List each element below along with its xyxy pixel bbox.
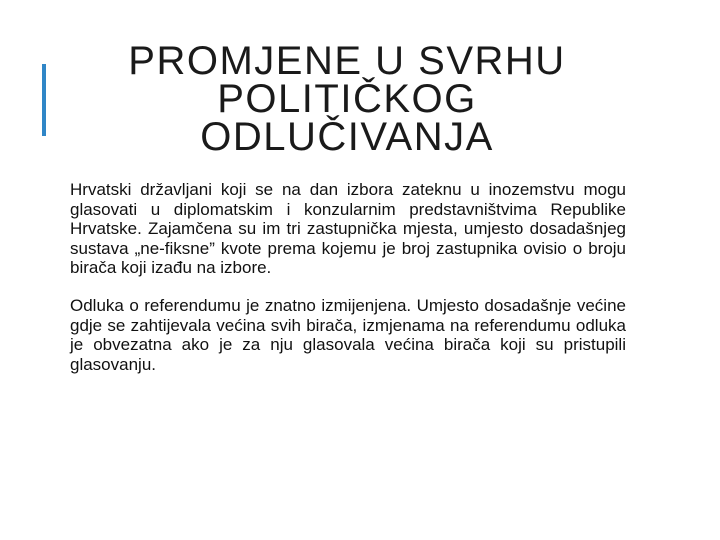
slide-title xyxy=(92,39,602,159)
title-accent-bar xyxy=(42,64,46,136)
slide-title-line-2: POLITIČKOG xyxy=(217,77,477,121)
body-paragraph-2: Odluka o referendumu je znatno izmijenjena. Umjesto dosadašnje većine gdje se zahtijevala većina svih birača, izmjenama na referendumu odluka je obvezatna ako je za nju glasovala većina birača koji su pristupili glasovanju. xyxy=(70,295,626,374)
slide-title-line-3: ODLUČIVANJA xyxy=(200,115,494,159)
slide-body xyxy=(70,180,626,392)
slide-title-line-1: PROMJENE U SVRHU xyxy=(128,39,566,83)
body-paragraph-1: Hrvatski državljani koji se na dan izbora zateknu u inozemstvu mogu glasovati u diplomatskim i konzularnim predstavništvima Republike Hrvatske. Zajamčena su im tri zastupnička mjesta, umjesto dosadašnjeg sustava „ne-fiksne” kvote prema kojemu je broj zastupnika ovisio o broju birača koji izađu na izbore. xyxy=(70,180,626,278)
